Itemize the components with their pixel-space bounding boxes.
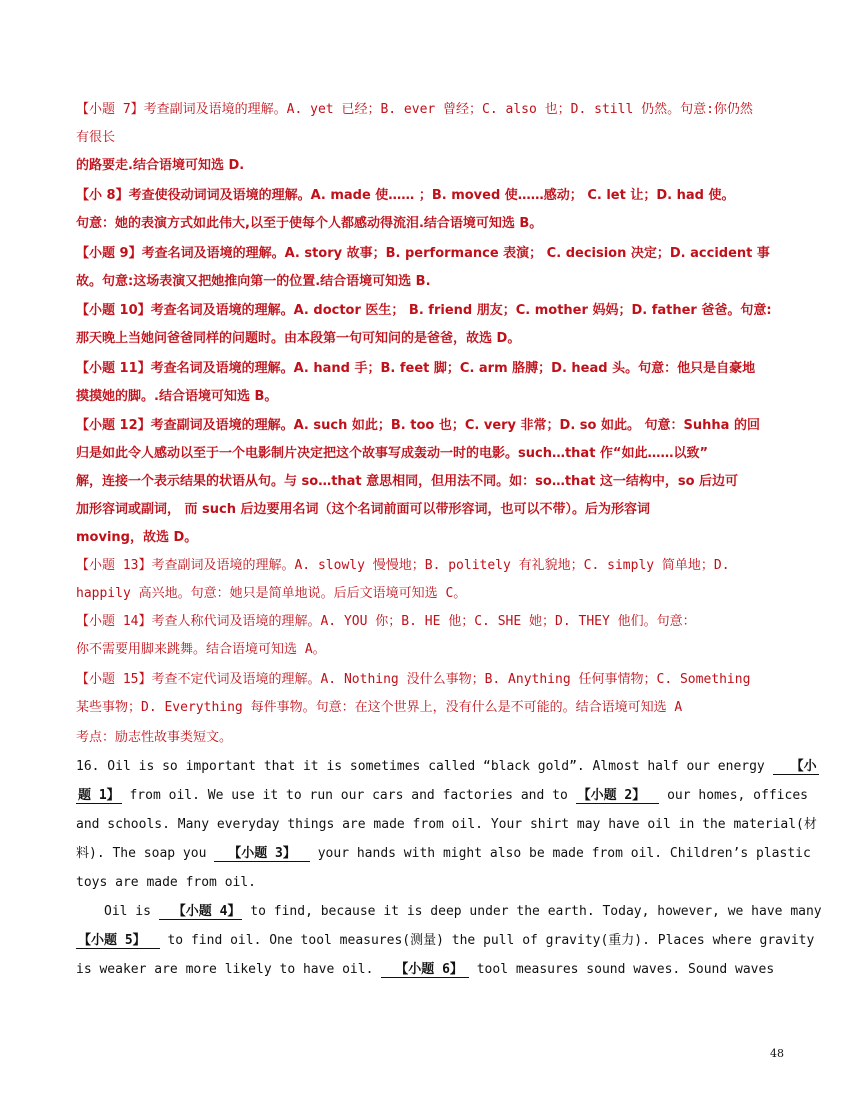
explanation-q15 <box>76 666 786 722</box>
explanation-line: 摸摸她的脚。.结合语境可知选 B。 <box>76 389 278 404</box>
explanation-line: 的路要走.结合语境可知选 D. <box>76 158 245 173</box>
explanation-line: 【小题 11】考查名词及语境的理解。A. hand 手；B. feet 脚；C. arm 胳膊；D. head 头。句意：他只是自豪地 <box>76 361 756 376</box>
passage-line <box>76 781 808 810</box>
explanation-line: 考点：励志性故事类短文。 <box>76 730 233 745</box>
explanation-line: moving，故选 D。 <box>76 530 198 545</box>
passage-line: and schools. Many everyday things are made from oil. Your shirt may have oil in the material(材 <box>76 817 817 832</box>
passage-text: to find, because it is deep under the earth. Today, however, we have many <box>242 904 822 919</box>
explanation-line: 【小题 15】考查不定代词及语境的理解。A. Nothing 没什么事物；B. Anything 任何事情物；C. Something <box>76 672 751 687</box>
explanation-q7 <box>76 96 786 152</box>
explanation-line: 句意：她的表演方式如此伟大,以至于使每个人都感动得流泪.结合语境可知选 B。 <box>76 216 543 231</box>
passage-line: toys are made from oil. <box>76 875 257 890</box>
explanation-q9 <box>76 240 786 296</box>
explanation-q7-cont <box>76 152 786 180</box>
explanation-line: 【小题 14】考查人称代词及语境的理解。A. YOU 你；B. HE 他；C. SHE 她；D. THEY 他们。句意： <box>76 614 696 629</box>
passage-line <box>76 839 811 868</box>
explanation-line: happily 高兴地。句意：她只是简单地说。后后文语境可知选 C。 <box>76 586 467 601</box>
passage-text: tool measures sound waves. Sound waves <box>468 962 775 977</box>
explanation-line: 【小题 13】考查副词及语境的理解。A. slowly 慢慢地；B. politely 有礼貌地；C. simply 简单地；D. <box>76 558 730 573</box>
passage-line <box>76 955 786 984</box>
blank-4: 【小题 4】 <box>159 904 243 920</box>
explanation-q11 <box>76 355 786 411</box>
explanation-line: 故。句意:这场表演又把她推向第一的位置.结合语境可知选 B. <box>76 274 431 289</box>
explanation-line: 加形容词或副词， 而 such 后边要用名词（这个名词前面可以带形容词，也可以不带）。后为形容词 <box>76 502 651 517</box>
passage-line <box>76 897 822 926</box>
explanation-q12 <box>76 412 786 552</box>
blank-3: 【小题 3】 <box>214 846 310 862</box>
passage-text: 16. Oil is so important that it is sometimes called “black gold”. Almost half our energy <box>76 759 773 774</box>
reading-passage <box>76 752 822 984</box>
blank-5: 【小题 5】 <box>76 933 160 949</box>
blank-1: 【小 <box>773 759 819 775</box>
explanation-line: 有很长 <box>76 130 116 145</box>
explanation-line: 【小题 7】考查副词及语境的理解。A. yet 已经；B. ever 曾经；C. also 也；D. still 仍然。句意:你仍然 <box>76 102 753 117</box>
passage-line <box>76 752 817 781</box>
passage-text: from oil. We use it to run our cars and factories and to <box>121 788 576 803</box>
passage-text: our homes, offices <box>659 788 808 803</box>
passage-text: is weaker are more likely to have oil. <box>76 962 382 977</box>
passage-line <box>76 926 815 955</box>
blank-6: 【小题 6】 <box>381 962 469 978</box>
explanation-line: 那天晚上当她问爸爸同样的问题时。由本段第一句可知问的是爸爸，故选 D。 <box>76 331 521 346</box>
explanation-line: 归是如此令人感动以至于一个电影制片决定把这个故事写成轰动一时的电影。such…that 作“如此……以致” <box>76 446 709 461</box>
blank-2: 【小题 2】 <box>576 788 660 804</box>
explanation-q8 <box>76 182 786 238</box>
explanation-line: 你不需要用脚来跳舞。结合语境可知选 A。 <box>76 642 326 657</box>
explanation-line: 【小题 10】考查名词及语境的理解。A. doctor 医生； B. friend 朋友；C. mother 妈妈；D. father 爸爸。句意: <box>76 303 772 318</box>
explanation-q13 <box>76 552 786 608</box>
page-number: 48 <box>770 1047 784 1060</box>
explanation-q14 <box>76 608 786 664</box>
explanation-line: 【小题 12】考查副词及语境的理解。A. such 如此；B. too 也；C. very 非常；D. so 如此。 句意：Suhha 的回 <box>76 418 760 433</box>
explanation-line: 【小 8】考查使役动词词及语境的理解。A. made 使…… ；B. moved 使……感动； C. let 让；D. had 使。 <box>76 188 735 203</box>
explanation-line: 解，连接一个表示结果的状语从句。与 so…that 意思相同，但用法不同。如：so…that 这一结构中，so 后边可 <box>76 474 739 489</box>
passage-text: Oil is <box>104 904 159 919</box>
explanation-q10 <box>76 297 786 353</box>
kaodian-note <box>76 724 786 752</box>
blank-1: 题 1】 <box>78 788 120 803</box>
explanation-line: 某些事物；D. Everything 每件事物。句意：在这个世界上，没有什么是不可能的。结合语境可知选 A <box>76 700 683 715</box>
passage-text: to find oil. One tool measures(测量) the pull of gravity(重力). Places where gravity <box>159 933 815 948</box>
passage-text: 料). The soap you <box>76 846 215 861</box>
passage-text: your hands with might also be made from oil. Children’s plastic <box>309 846 811 861</box>
explanation-line: 【小题 9】考查名词及语境的理解。A. story 故事；B. performance 表演； C. decision 决定；D. accident 事 <box>76 246 770 261</box>
